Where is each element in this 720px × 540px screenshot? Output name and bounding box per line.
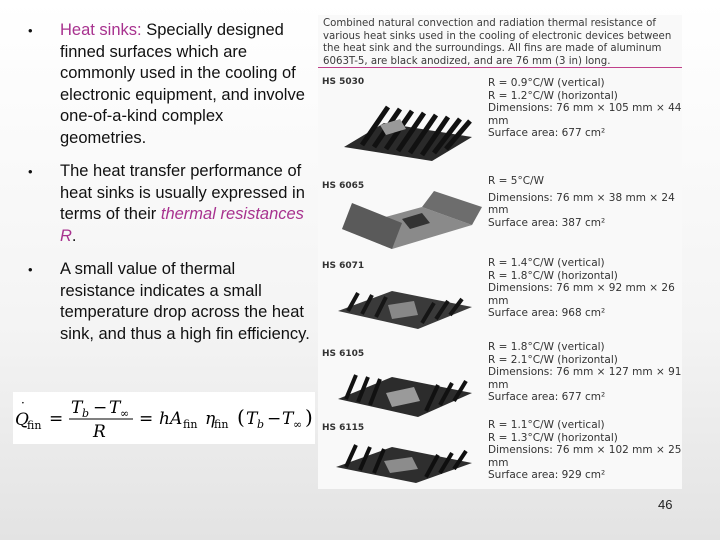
svg-text:T: T	[71, 398, 83, 418]
bullet-text: A small value of thermal resistance indicates a small temperature drop across the heat sink, and thus a high fin efficiency.	[60, 260, 310, 343]
svg-text:Q: Q	[15, 410, 29, 430]
heat-sink-item	[318, 257, 682, 341]
heat-sink-table	[318, 15, 682, 489]
table-caption: Combined natural convection and radiation thermal resistance of various heat sinks used in the cooling of electronic devices between the heat sink and the surroundings. All fins are made of aluminum 6063T-5, are black anodized, and are 76 mm (3 in) long.	[323, 18, 672, 67]
heat-sink-specs: R = 1.4°C/W (vertical) R = 1.8°C/W (horizontal) Dimensions: 76 mm × 92 mm × 26 mm Surface area: 968 cm²	[488, 257, 675, 320]
svg-text:T: T	[282, 409, 294, 429]
bullet-term: thermal resistances R	[60, 205, 304, 245]
svg-text:∞: ∞	[120, 407, 130, 420]
svg-text:R: R	[93, 422, 106, 442]
svg-text:∞: ∞	[293, 418, 303, 431]
svg-text:=: =	[139, 409, 154, 429]
heat-sink-photo	[322, 355, 482, 423]
heat-sink-item	[318, 341, 682, 427]
svg-text:fin: fin	[27, 419, 42, 432]
svg-text:b: b	[82, 407, 90, 420]
bullet-text: Specially designed finned surfaces which are commonly used in the cooling of electronic equipment, and involve one-of-a-kind complex geometries.	[60, 21, 305, 147]
svg-text:·: ·	[21, 396, 25, 410]
fin-heat-transfer-formula	[13, 392, 315, 444]
svg-text:T: T	[246, 409, 258, 429]
svg-text:): )	[305, 405, 313, 429]
heat-sink-specs: R = 5°C/W Dimensions: 76 mm × 38 mm × 24 mm Surface area: 387 cm²	[488, 175, 675, 229]
heat-sink-specs: R = 0.9°C/W (vertical) R = 1.2°C/W (horizontal) Dimensions: 76 mm × 105 mm × 44 mm Surface area: 677 cm²	[488, 77, 682, 140]
heat-sink-photo	[322, 433, 482, 489]
caption-divider	[318, 67, 682, 68]
heat-sink-item	[318, 175, 682, 259]
heat-sink-specs: R = 1.1°C/W (vertical) R = 1.3°C/W (horizontal) Dimensions: 76 mm × 102 mm × 25 mm Surface area: 929 cm²	[488, 419, 682, 482]
svg-text:fin: fin	[214, 418, 229, 431]
heat-sink-item	[318, 419, 682, 489]
heat-sink-photo	[322, 91, 482, 167]
heat-sink-photo	[322, 189, 482, 259]
svg-text:b: b	[257, 418, 265, 431]
bullet-term: Heat sinks:	[60, 21, 142, 39]
bullet-small-value	[20, 259, 310, 345]
svg-text:−: −	[93, 398, 108, 418]
bullet-performance: • The heat transfer performance of heat sinks is usually expressed in terms of their thermal resistances R.	[20, 161, 310, 247]
svg-text:T: T	[109, 398, 121, 418]
heat-sink-item	[318, 77, 682, 169]
heat-sink-photo	[322, 271, 482, 339]
svg-text:fin: fin	[183, 418, 198, 431]
heat-sink-label: HS 6071	[322, 261, 365, 271]
svg-text:=: =	[49, 409, 64, 429]
svg-text:−: −	[267, 409, 282, 429]
heat-sink-label: HS 6065	[322, 181, 365, 191]
page-number: 46	[658, 497, 673, 512]
heat-sink-label: HS 6105	[322, 349, 365, 359]
svg-text:hA: hA	[159, 409, 183, 429]
bullet-symbol: •	[28, 164, 33, 179]
svg-text:(: (	[237, 405, 245, 429]
bullet-symbol: •	[28, 262, 33, 277]
bullet-symbol: •	[28, 23, 33, 38]
heat-sink-label: HS 5030	[322, 77, 365, 87]
bullet-text: The heat transfer performance of heat sinks is usually expressed in terms of their	[60, 162, 305, 223]
svg-text:η: η	[205, 409, 216, 429]
bullet-list	[20, 20, 310, 357]
heat-sink-specs: R = 1.8°C/W (vertical) R = 2.1°C/W (horizontal) Dimensions: 76 mm × 127 mm × 91 mm Surface area: 677 cm²	[488, 341, 682, 404]
bullet-heat-sinks	[20, 20, 310, 149]
heat-sink-label: HS 6115	[322, 423, 365, 433]
